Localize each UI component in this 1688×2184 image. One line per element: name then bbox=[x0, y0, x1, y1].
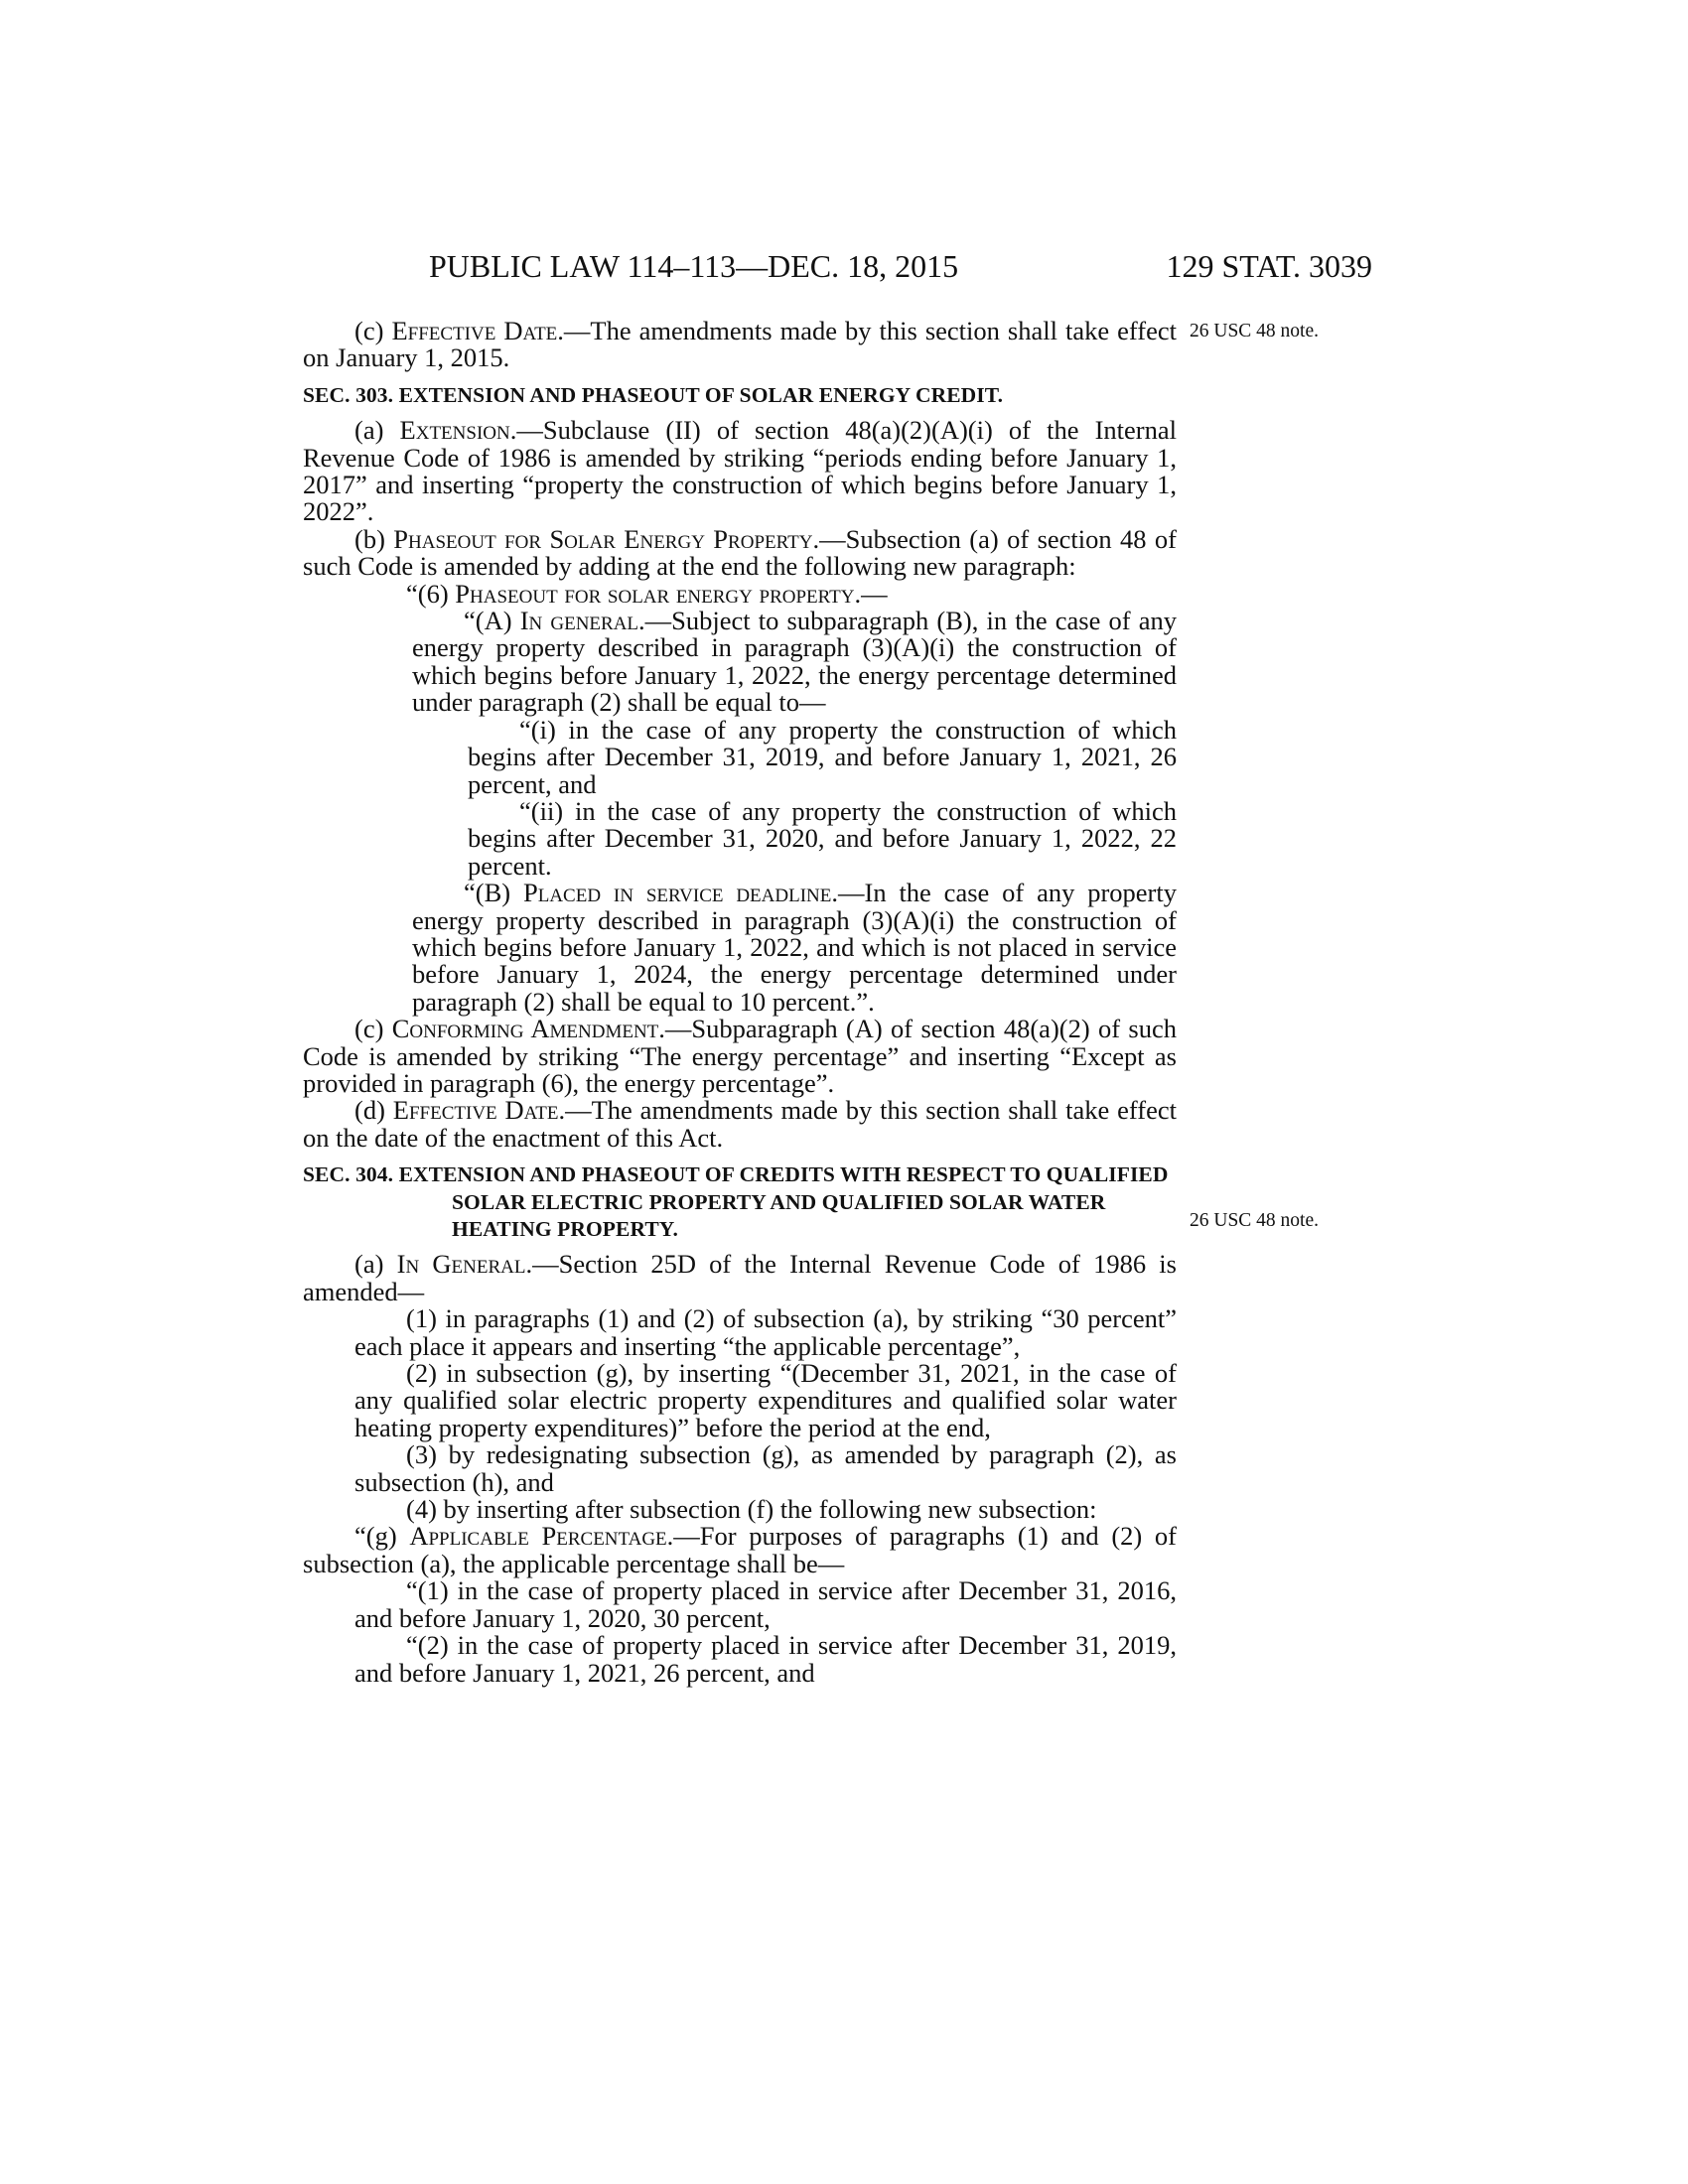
paragraph-a-in-general: (a) In General.—Section 25D of the Internal Revenue Code of 1986 is amended— bbox=[303, 1249, 1177, 1306]
section-304-heading: SEC. 304. EXTENSION AND PHASEOUT OF CREDITS WITH RESPECT TO QUALIFIED SOLAR ELECTRIC PROPERTY AND QUALIFIED SOLAR WATER HEATING PROPERTY. bbox=[303, 1162, 1169, 1241]
subparagraph-a-in-general: “(A) In general.—Subject to subparagraph (B), in the case of any energy property described in paragraph (3)(A)(i) the construction of which begins before January 1, 2022, the energy percentage determined under paragraph (2) shall be equal to— bbox=[412, 606, 1177, 718]
document-body bbox=[303, 318, 1177, 1687]
paragraph-c-effective-date: (c) Effective Date.—The amendments made by this section shall take effect on January 1, 2015. bbox=[303, 316, 1177, 373]
clause-ii: “(ii) in the case of any property the construction of which begins after December 31, 2020, and before January 1, 2022, 22 percent. bbox=[468, 795, 1177, 881]
item-1: (1) in paragraphs (1) and (2) of subsection (a), by striking “30 percent” each place it appears and inserting “the applicable percentage”, bbox=[354, 1303, 1177, 1361]
clause-i: “(i) in the case of any property the construction of which begins after December 31, 2019, and before January 1, 2021, 26 percent, and bbox=[468, 714, 1177, 799]
paragraph-d-effective-date: (d) Effective Date.—The amendments made by this section shall take effect on the date of the enactment of this Act. bbox=[303, 1095, 1177, 1153]
margin-note-usc-2: 26 USC 48 note. bbox=[1190, 1210, 1320, 1231]
paragraph-6-phaseout: “(6) Phaseout for solar energy property.— bbox=[406, 578, 888, 609]
subparagraph-b-placed-in-service: “(B) Placed in service deadline.—In the case of any property energy property described in paragraph (3)(A)(i) the construction of which begins before January 1, 2022, and which is not placed in service before January 1, 2024, the energy percentage determined under paragraph (2) shall be equal to 10 percent.”. bbox=[412, 878, 1177, 1017]
paragraph-b-phaseout: (b) Phaseout for Solar Energy Property.—Subsection (a) of section 48 of such Code is amended by adding at the end the following new paragraph: bbox=[303, 523, 1177, 582]
section-303-heading: SEC. 303. EXTENSION AND PHASEOUT OF SOLAR ENERGY CREDIT. bbox=[303, 382, 1004, 407]
header-law-citation: PUBLIC LAW 114–113—DEC. 18, 2015 bbox=[429, 248, 959, 284]
paragraph-c-conforming-amendment: (c) Conforming Amendment.—Subparagraph (A) of section 48(a)(2) of such Code is amended by striking “The energy percentage” and inserting “Except as provided in paragraph (6), the energy percentage”. bbox=[303, 1014, 1177, 1098]
header-stat-page: 129 STAT. 3039 bbox=[1166, 248, 1372, 284]
subsection-g-applicable-percentage: “(g) Applicable Percentage.—For purposes of paragraphs (1) and (2) of subsection (a), the applicable percentage shall be— bbox=[303, 1521, 1177, 1578]
percentage-item-2: “(2) in the case of property placed in service after December 31, 2019, and before January 1, 2021, 26 percent, and bbox=[354, 1630, 1177, 1688]
paragraph-a-extension: (a) Extension.—Subclause (II) of section 48(a)(2)(A)(i) of the Internal Revenue Code of 1986 is amended by striking “periods ending before January 1, 2017” and inserting “property the construction of which begins before January 1, 2022”. bbox=[303, 415, 1177, 527]
margin-note-usc-1: 26 USC 48 note. bbox=[1190, 321, 1320, 341]
item-3: (3) by redesignating subsection (g), as amended by paragraph (2), as subsection (h), and bbox=[354, 1439, 1177, 1497]
item-2: (2) in subsection (g), by inserting “(December 31, 2021, in the case of any qualified solar electric property expenditures and qualified solar water heating property expenditures)” before the period at the end, bbox=[354, 1358, 1177, 1442]
item-4: (4) by inserting after subsection (f) the following new subsection: bbox=[406, 1494, 1097, 1525]
running-header bbox=[429, 248, 1372, 288]
percentage-item-1: “(1) in the case of property placed in service after December 31, 2016, and before January 1, 2020, 30 percent, bbox=[354, 1575, 1177, 1633]
